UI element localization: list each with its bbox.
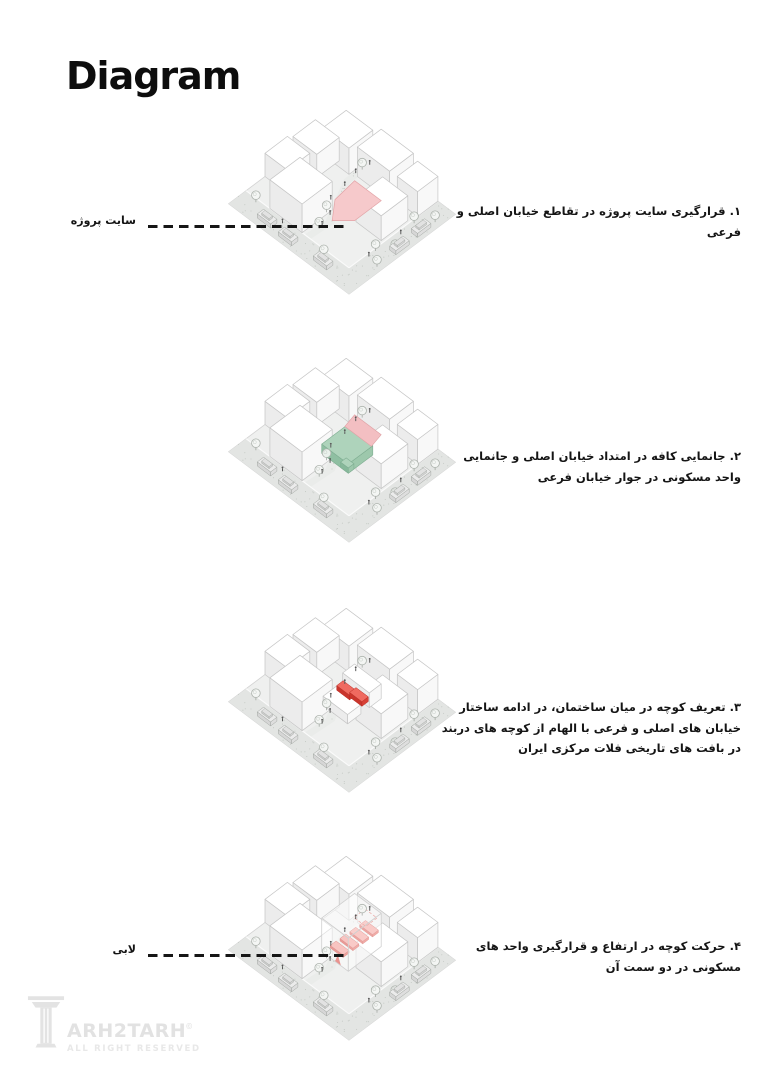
annotation-3: ۳. تعریف کوچه در میان ساختمان، در ادامه ساختار خیابان های اصلی و فرعی با الهام از کوچه های دربند در بافت های تاریخی فلات مرکزی ایران [441, 700, 741, 756]
diagram-3-illustration [210, 608, 460, 808]
lobby-leader-line [148, 954, 345, 957]
diagram-1-illustration [210, 110, 460, 310]
site-leader-label: سایت پروژه [70, 214, 136, 227]
site-leader-line [148, 225, 345, 228]
column-icon [27, 991, 65, 1054]
annotation-2: ۲. جانمایی کافه در امتداد خیابان اصلی و جانمایی واحد مسکونی در جوار خیابان فرعی [463, 449, 741, 484]
watermark-rights-text: ALL RIGHT RESERVED [67, 1044, 201, 1054]
annotation-1: ۱. قرارگیری سایت پروژه در تقاطع خیابان اصلی و فرعی [456, 204, 741, 239]
lobby-leader-label: لابی [112, 943, 136, 956]
annotation-4: ۴. حرکت کوچه در ارتفاع و قرارگیری واحد های مسکونی در دو سمت آن [475, 939, 741, 974]
diagram-2-illustration [210, 358, 460, 558]
page-title: Diagram [66, 54, 241, 98]
copyright-mark: © [186, 1022, 193, 1031]
watermark-text: ARH2TARH [67, 1020, 187, 1042]
watermark-logo [27, 991, 201, 1054]
